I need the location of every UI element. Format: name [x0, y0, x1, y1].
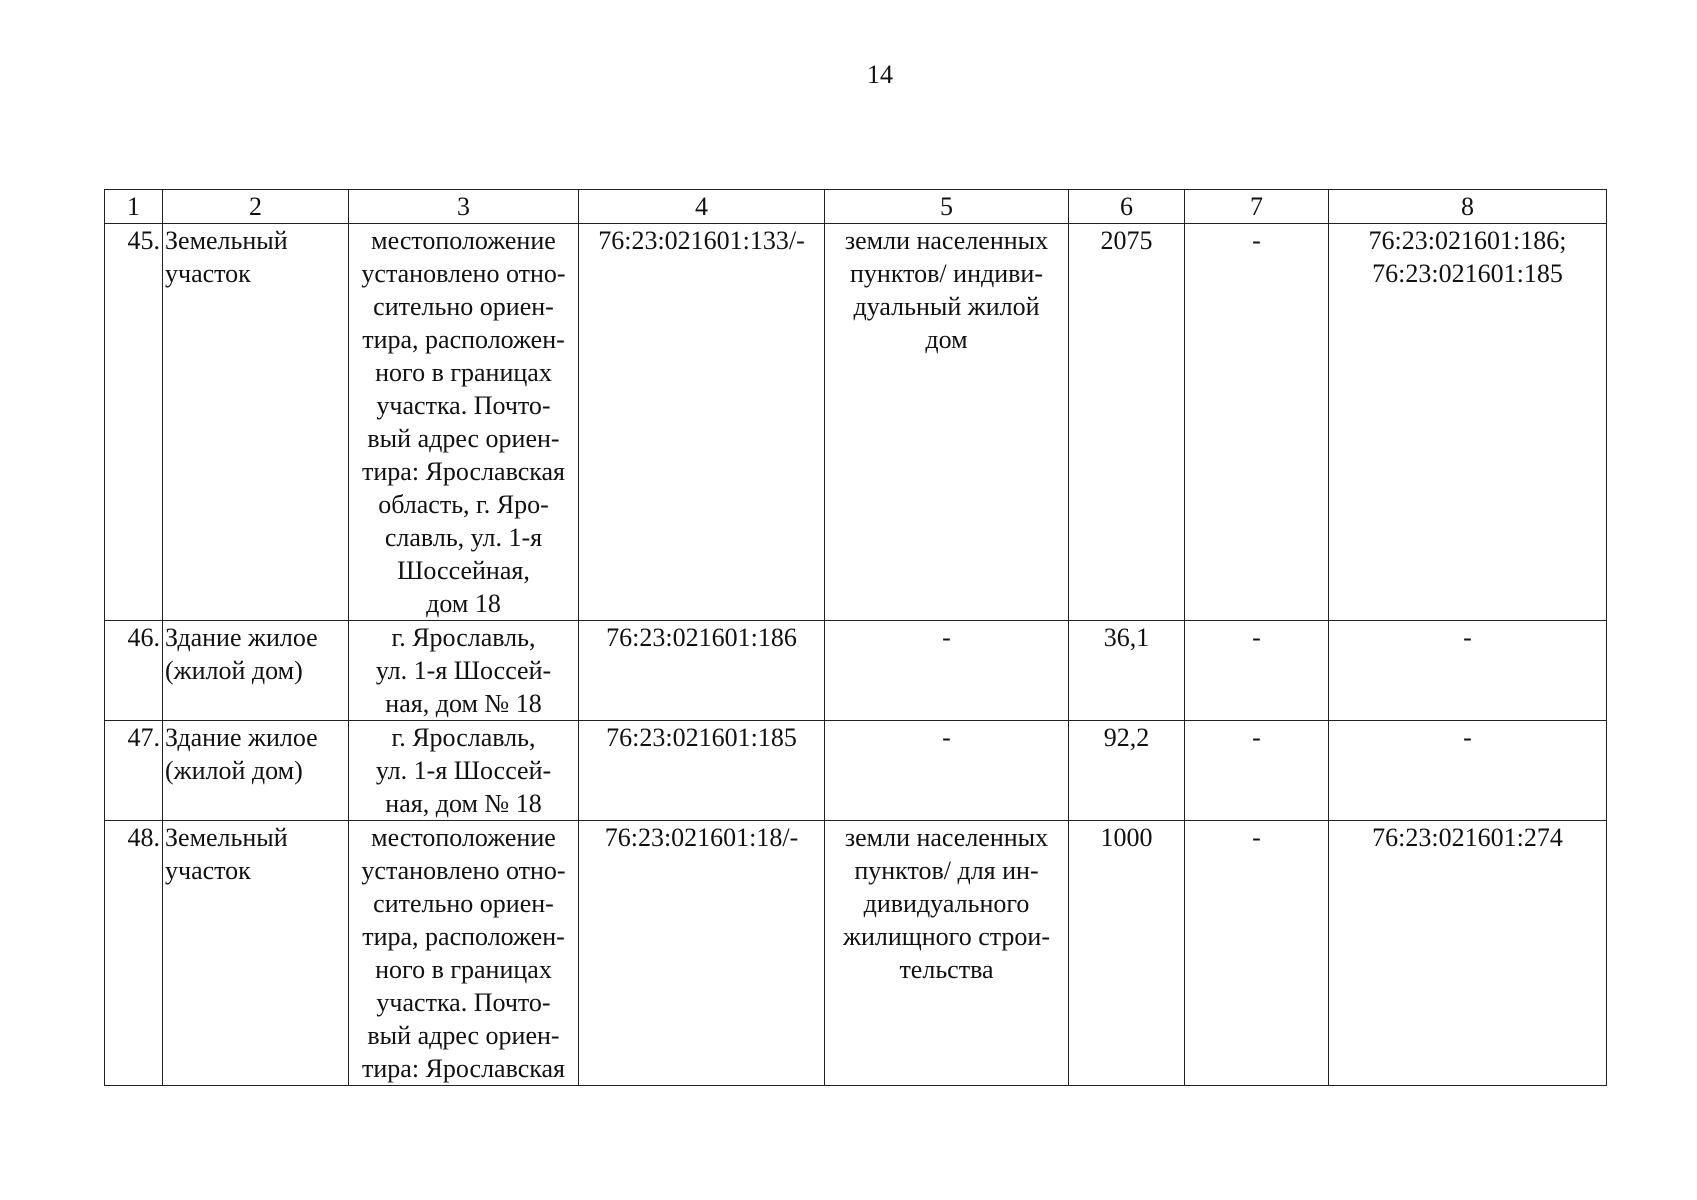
- cadastral-number: 76:23:021601:133/-: [579, 224, 825, 621]
- column-header-6: 6: [1069, 190, 1185, 224]
- table-header: [105, 190, 1607, 224]
- encumbrance: -: [1185, 621, 1329, 721]
- column-header-4: 4: [579, 190, 825, 224]
- cadastral-number: 76:23:021601:18/-: [579, 821, 825, 1086]
- property-registry-table: [104, 189, 1607, 1086]
- column-header-3: 3: [349, 190, 579, 224]
- encumbrance: -: [1185, 721, 1329, 821]
- land-category: -: [825, 621, 1069, 721]
- land-category: земли населенных пунктов/ индиви- дуальный жилой дом: [825, 224, 1069, 621]
- row-number: 46.: [105, 621, 163, 721]
- object-location: местоположение установлено отно- сительно ориен- тира, расположен- ного в границах участка. Почто- вый адрес ориен- тира: Ярославская область, г. Яро- славль, ул. 1-я Шоссейная, дом 18: [349, 224, 579, 621]
- related-objects: 76:23:021601:274: [1329, 821, 1607, 1086]
- table-row: [105, 721, 1607, 821]
- column-header-7: 7: [1185, 190, 1329, 224]
- table-header-row: [105, 190, 1607, 224]
- encumbrance: -: [1185, 224, 1329, 621]
- object-type: Здание жилое (жилой дом): [163, 721, 349, 821]
- land-category: -: [825, 721, 1069, 821]
- column-header-1: 1: [105, 190, 163, 224]
- land-category: земли населенных пунктов/ для ин- дивидуального жилищного строи- тельства: [825, 821, 1069, 1086]
- table-row: [105, 224, 1607, 621]
- object-area: 1000: [1069, 821, 1185, 1086]
- row-number: 45.: [105, 224, 163, 621]
- related-objects: -: [1329, 621, 1607, 721]
- object-location: г. Ярославль, ул. 1-я Шоссей- ная, дом № 18: [349, 721, 579, 821]
- related-objects: -: [1329, 721, 1607, 821]
- object-type: Здание жилое (жилой дом): [163, 621, 349, 721]
- object-location: г. Ярославль, ул. 1-я Шоссей- ная, дом № 18: [349, 621, 579, 721]
- object-type: Земельный участок: [163, 224, 349, 621]
- encumbrance: -: [1185, 821, 1329, 1086]
- column-header-5: 5: [825, 190, 1069, 224]
- object-area: 36,1: [1069, 621, 1185, 721]
- table-row: [105, 821, 1607, 1086]
- related-objects: 76:23:021601:186; 76:23:021601:185: [1329, 224, 1607, 621]
- row-number: 48.: [105, 821, 163, 1086]
- cadastral-number: 76:23:021601:186: [579, 621, 825, 721]
- object-area: 92,2: [1069, 721, 1185, 821]
- table-row: [105, 621, 1607, 721]
- object-area: 2075: [1069, 224, 1185, 621]
- column-header-2: 2: [163, 190, 349, 224]
- object-type: Земельный участок: [163, 821, 349, 1086]
- cadastral-number: 76:23:021601:185: [579, 721, 825, 821]
- page-number: 14: [867, 60, 893, 89]
- row-number: 47.: [105, 721, 163, 821]
- column-header-8: 8: [1329, 190, 1607, 224]
- object-location: местоположение установлено отно- сительно ориен- тира, расположен- ного в границах участка. Почто- вый адрес ориен- тира: Ярославская: [349, 821, 579, 1086]
- table-body: [105, 224, 1607, 1086]
